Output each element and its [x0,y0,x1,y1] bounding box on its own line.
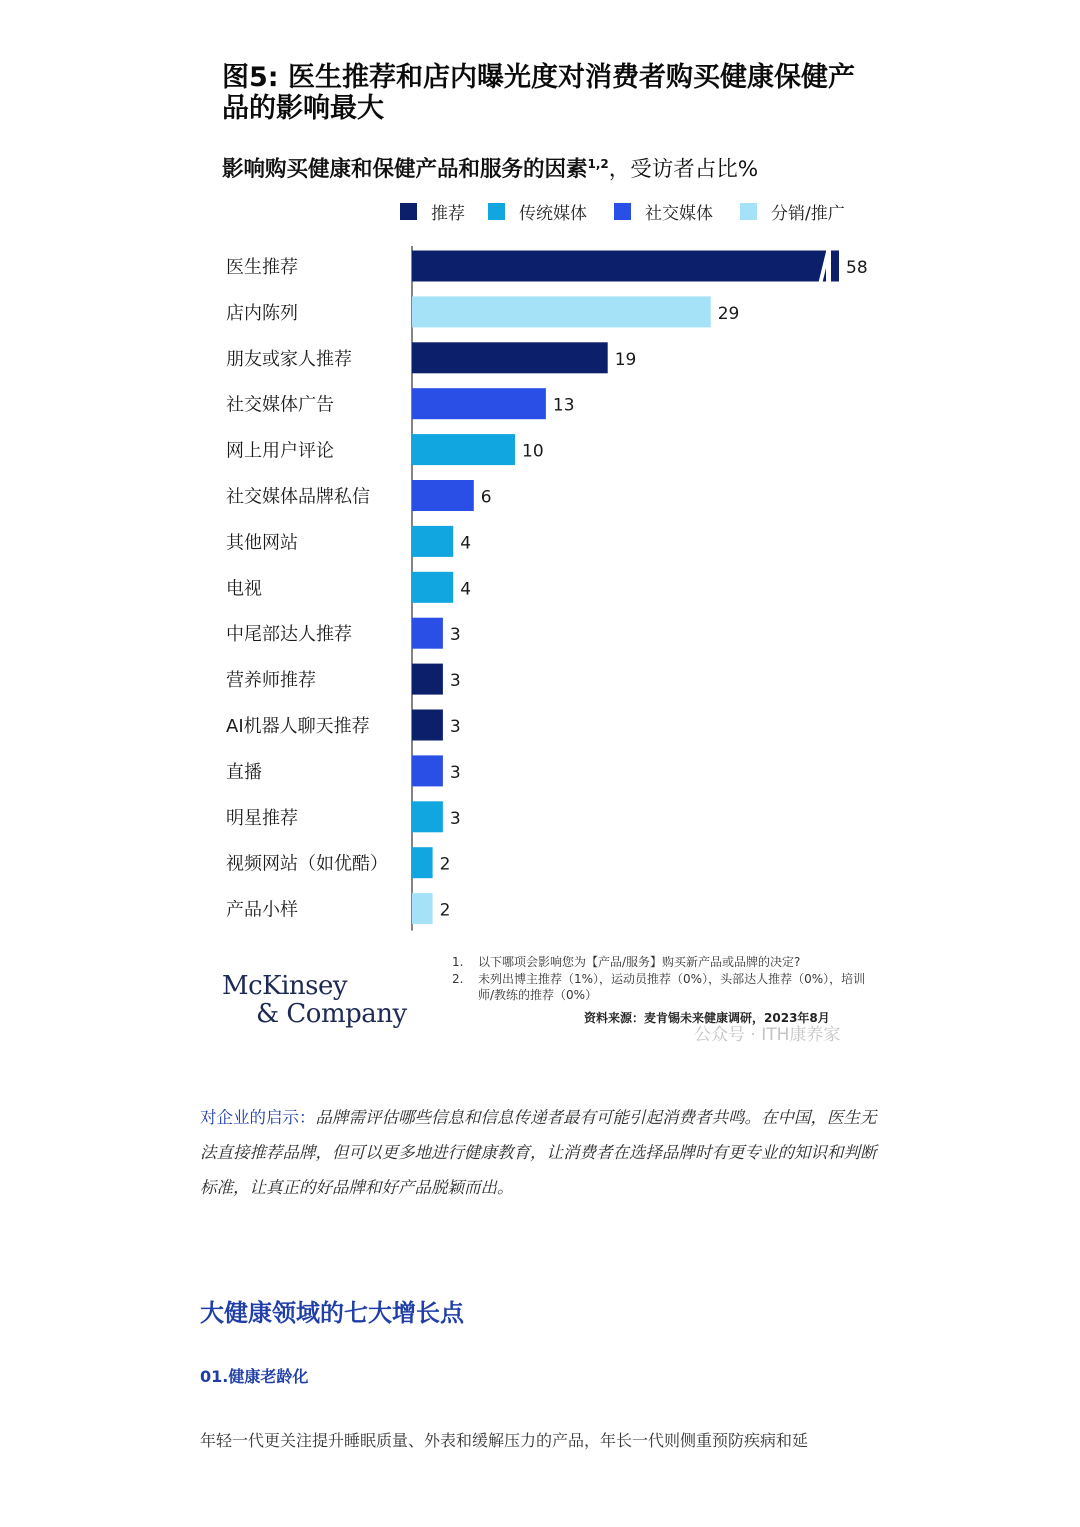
category-label: AI机器人聊天推荐 [226,716,370,737]
category-label: 中尾部达人推荐 [226,624,352,646]
category-label: 视频网站（如优酷） [226,853,388,875]
value-label: 58 [846,258,868,278]
bar [412,526,453,557]
category-label: 其他网站 [226,532,298,554]
bar [412,572,453,603]
figure-title: 图5: 医生推荐和店内曝光度对消费者购买健康保健产品的影响最大 [222,62,855,124]
value-label: 19 [614,349,637,370]
category-label: 网上用户评论 [226,440,334,462]
bar [412,388,546,419]
category-label: 店内陈列 [226,302,298,324]
value-label: 29 [717,303,740,324]
insight-text: 品牌需评估哪些信息和信息传递者最有可能引起消费者共鸣。在中国，医生无法直接推荐品牌，但可以更多地进行健康教育，让消费者在选择品牌时有更专业的知识和判断标准，让真正的好品牌和好产品脱颖而出。 [200,1108,877,1197]
category-label: 营养师推荐 [226,670,316,692]
value-label: 3 [449,717,461,737]
category-label: 直播 [226,761,262,783]
bar-break-segment [831,251,839,282]
value-label: 3 [449,671,461,692]
legend-label: 分销/推广 [771,203,845,224]
bar [412,801,443,832]
bar [412,893,433,924]
chart-footnotes [452,954,872,1004]
watermark: 公众号 · ITH康养家 [694,1025,841,1045]
value-label: 6 [480,487,492,508]
bar [412,251,826,282]
subsection-title: 01.健康老龄化 [200,1367,309,1386]
footnote: 1. 以下哪项会影响您为【产品/服务】购买新产品或品牌的决定? [452,955,801,969]
subtitle-unit: ，受访者占比% [608,157,759,182]
bar [412,664,443,695]
bar [412,710,443,741]
category-label: 医生推荐 [226,257,298,278]
subtitle-footnote-ref: 1,2 [587,156,609,171]
insight-paragraph [200,1100,880,1205]
bar [412,342,608,373]
insight-lead: 对企业的启示： [200,1108,316,1127]
value-label: 4 [460,533,472,554]
value-label: 2 [439,854,451,875]
logo-line-2: & Company [256,999,407,1029]
value-label: 10 [522,441,544,462]
body-paragraph: 年轻一代更关注提升睡眠质量、外表和缓解压力的产品，年长一代则侧重预防疾病和延 [200,1431,809,1450]
bar [412,618,443,649]
chart-source: 资料来源：麦肯锡未来健康调研，2023年8月 [584,1011,830,1025]
footnote: 2. 未列出博主推荐（1%），运动员推荐（0%），头部达人推荐（0%），培训师/教练的推荐（0%） [452,971,866,1002]
section-title: 大健康领域的七大增长点 [200,1299,464,1327]
value-label: 3 [449,808,461,829]
value-label: 13 [552,395,575,416]
category-label: 朋友或家人推荐 [226,348,352,370]
bar [412,755,443,786]
category-label: 产品小样 [226,899,298,921]
legend-label: 推荐 [431,203,465,224]
mckinsey-logo [222,972,407,1028]
bar [412,296,711,327]
category-label: 电视 [226,578,262,600]
bar [412,847,433,878]
legend-label: 传统媒体 [519,203,587,224]
category-label: 社交媒体广告 [226,394,334,416]
bar [412,480,474,511]
category-label: 社交媒体品牌私信 [226,486,370,508]
legend-label: 社交媒体 [645,203,713,224]
category-label: 明星推荐 [226,807,298,829]
subtitle-main: 影响购买健康和保健产品和服务的因素 [222,157,588,182]
value-label: 3 [449,762,461,783]
value-label: 2 [439,900,451,921]
value-label: 3 [449,625,461,646]
logo-line-1: McKinsey [222,971,348,1001]
value-label: 4 [460,579,472,600]
bar [412,434,515,465]
